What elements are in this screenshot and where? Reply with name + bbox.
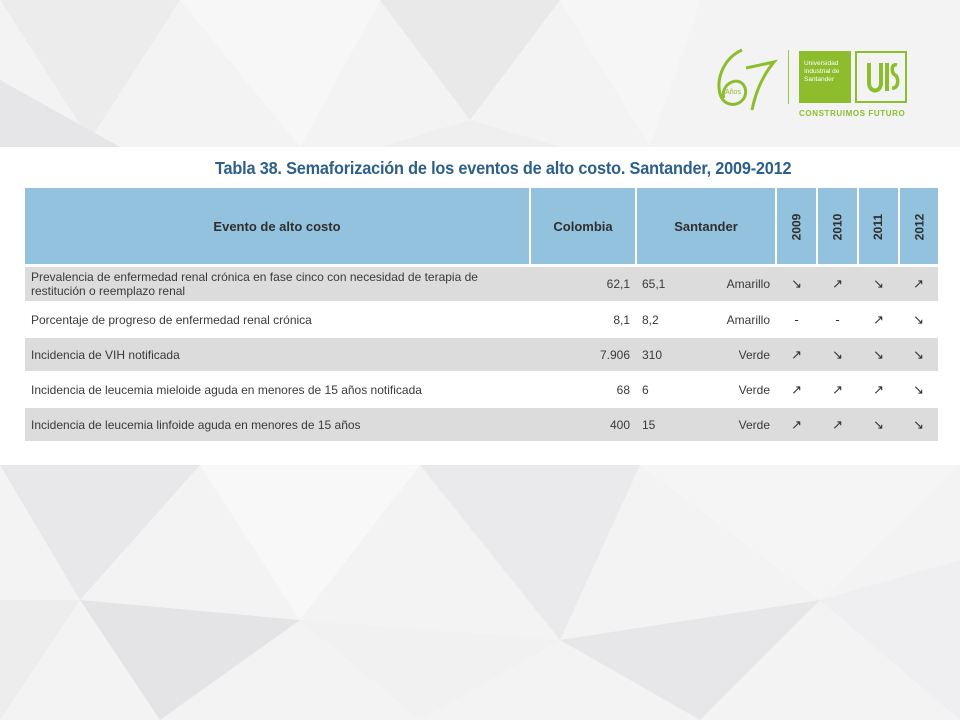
trend-arrow-icon: - bbox=[817, 301, 858, 338]
event-cell: Incidencia de leucemia linfoide aguda en menores de 15 años bbox=[25, 408, 530, 441]
trend-arrow-icon: ↗ bbox=[776, 338, 817, 371]
high-cost-events-table bbox=[25, 188, 938, 441]
semaforo-status: Verde bbox=[681, 371, 776, 408]
trend-arrow-icon: ↘ bbox=[858, 267, 899, 301]
uis-monogram-icon bbox=[857, 53, 905, 101]
event-cell: Incidencia de VIH notificada bbox=[25, 338, 530, 371]
event-cell: Incidencia de leucemia mieloide aguda en menores de 15 años notificada bbox=[25, 371, 530, 408]
header-year-2011: 2011 bbox=[858, 188, 899, 264]
trend-arrow-icon: ↗ bbox=[817, 267, 858, 301]
trend-arrow-icon: ↘ bbox=[899, 408, 938, 441]
university-name-box bbox=[799, 51, 851, 103]
trend-arrow-icon: ↘ bbox=[858, 338, 899, 371]
santander-value: 6 bbox=[636, 371, 681, 408]
trend-arrow-icon: ↗ bbox=[858, 301, 899, 338]
header-event: Evento de alto costo bbox=[25, 188, 530, 264]
uis-logo-mark bbox=[855, 51, 907, 103]
anniversary-word: Años bbox=[725, 89, 741, 96]
santander-value: 15 bbox=[636, 408, 681, 441]
santander-value: 8,2 bbox=[636, 301, 681, 338]
table-title: Tabla 38. Semaforización de los eventos de alto costo. Santander, 2009-2012 bbox=[215, 158, 792, 178]
header-year-2010: 2010 bbox=[817, 188, 858, 264]
colombia-value: 7.906 bbox=[530, 338, 636, 371]
colombia-value: 68 bbox=[530, 371, 636, 408]
trend-arrow-icon: ↘ bbox=[776, 267, 817, 301]
trend-arrow-icon: - bbox=[776, 301, 817, 338]
trend-arrow-icon: ↘ bbox=[858, 408, 899, 441]
header-santander: Santander bbox=[636, 188, 776, 264]
trend-arrow-icon: ↗ bbox=[776, 408, 817, 441]
colombia-value: 8,1 bbox=[530, 301, 636, 338]
table-row bbox=[25, 338, 938, 371]
trend-arrow-icon: ↘ bbox=[817, 338, 858, 371]
trend-arrow-icon: ↗ bbox=[858, 371, 899, 408]
anniversary-67-logo bbox=[712, 44, 778, 114]
header-colombia: Colombia bbox=[530, 188, 636, 264]
table-row bbox=[25, 267, 938, 301]
table-row bbox=[25, 301, 938, 338]
university-name-line: Santander bbox=[804, 76, 834, 83]
trend-arrow-icon: ↘ bbox=[899, 371, 938, 408]
table-row bbox=[25, 371, 938, 408]
table-row bbox=[25, 408, 938, 441]
santander-value: 310 bbox=[636, 338, 681, 371]
header-year-2012: 2012 bbox=[899, 188, 938, 264]
university-name-line: Universidad bbox=[804, 60, 839, 67]
trend-arrow-icon: ↗ bbox=[817, 371, 858, 408]
trend-arrow-icon: ↗ bbox=[817, 408, 858, 441]
trend-arrow-icon: ↘ bbox=[899, 301, 938, 338]
logo-divider bbox=[788, 50, 789, 104]
event-cell: Prevalencia de enfermedad renal crónica en fase cinco con necesidad de terapia de restitución o reemplazo renal bbox=[25, 267, 530, 301]
event-cell: Porcentaje de progreso de enfermedad renal crónica bbox=[25, 301, 530, 338]
semaforo-status: Amarillo bbox=[681, 301, 776, 338]
colombia-value: 400 bbox=[530, 408, 636, 441]
university-name-line: Industrial de bbox=[804, 68, 840, 75]
colombia-value: 62,1 bbox=[530, 267, 636, 301]
santander-value: 65,1 bbox=[636, 267, 681, 301]
university-slogan: CONSTRUIMOS FUTURO bbox=[799, 109, 906, 118]
trend-arrow-icon: ↗ bbox=[899, 267, 938, 301]
trend-arrow-icon: ↗ bbox=[776, 371, 817, 408]
semaforo-status: Verde bbox=[681, 408, 776, 441]
trend-arrow-icon: ↘ bbox=[899, 338, 938, 371]
semaforo-status: Verde bbox=[681, 338, 776, 371]
header-year-2009: 2009 bbox=[776, 188, 817, 264]
semaforo-status: Amarillo bbox=[681, 267, 776, 301]
